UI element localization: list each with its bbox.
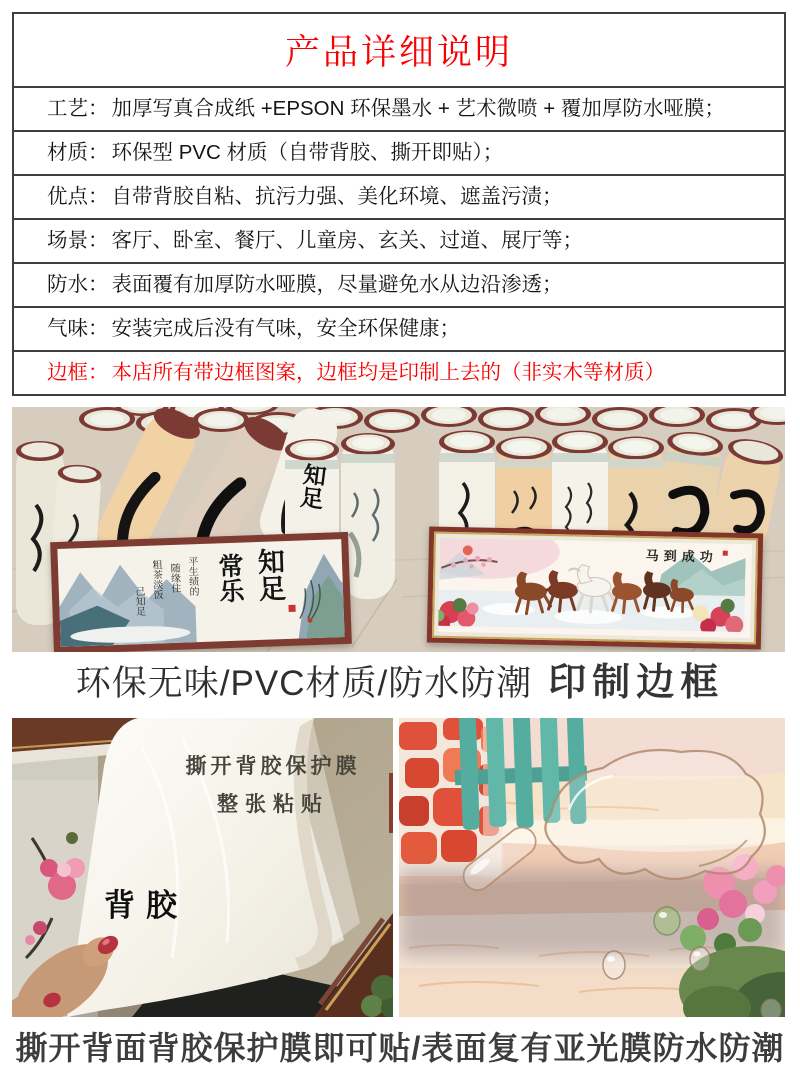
spec-row-craft <box>14 88 784 132</box>
spec-table <box>12 12 786 396</box>
caption-instructions <box>0 1022 800 1074</box>
red-seal <box>288 605 295 612</box>
roll-calligraphy-label: 知足 <box>295 461 328 511</box>
caption-material <box>0 654 800 712</box>
spec-row-label: 材质： <box>47 141 109 164</box>
landscape-ink-graphic <box>57 539 344 647</box>
spec-row-scene <box>14 220 784 264</box>
spec-row-label: 工艺： <box>47 97 109 120</box>
spec-row-text: 加厚写真合成纸 +EPSON 环保墨水 + 艺术微喷 + 覆加厚防水哑膜； <box>111 97 725 120</box>
calligraphy-small-col: 随缘住 <box>167 562 180 594</box>
calligraphy-small-col: 平生绩的 <box>185 556 199 597</box>
spec-row-waterproof <box>14 264 784 308</box>
spec-row-advantage <box>14 176 784 220</box>
calligraphy-artwork <box>57 539 344 647</box>
spec-row-smell <box>14 308 784 352</box>
page-title-text: 产品详细说明 <box>284 33 513 72</box>
spec-row-text: 客厅、卧室、餐厅、儿童房、玄关、过道、展厅等； <box>111 229 583 252</box>
product-photo-waterproof-test <box>399 718 785 1017</box>
spec-row-border <box>14 352 784 394</box>
product-photo-peel-backing <box>12 718 393 1017</box>
caption-material-text: 环保无味/PVC材质/防水防潮 <box>75 664 533 703</box>
spec-row-label: 场景： <box>47 229 109 252</box>
horses-artwork <box>438 538 752 639</box>
calligraphy-main-left: 常乐 <box>214 552 246 604</box>
calligraphy-small-col: 粗茶淡饭 <box>149 559 163 600</box>
peel-note-line1: 撕开背胶保护膜 <box>185 755 361 778</box>
spec-row-text: 安装完成后没有气味，安全环保健康； <box>111 317 460 340</box>
page-title <box>14 14 784 88</box>
caption-instructions-text: 撕开背面背胶保护膜即可贴/表面复有亚光膜防水防潮 <box>15 1030 785 1066</box>
framed-print-horses <box>427 527 763 650</box>
peel-instruction-note <box>162 750 384 818</box>
spec-row-material <box>14 132 784 176</box>
spec-row-text: 表面覆有加厚防水哑膜，尽量避免水从边沿渗透； <box>111 273 563 296</box>
caption-printed-border-text: 印制边框 <box>548 662 725 704</box>
spec-row-text: 自带背胶自粘、抗污力强、美化环境、遮盖污渍； <box>111 185 563 208</box>
calligraphy-small-col: 己知足 <box>132 585 145 617</box>
product-photo-rolls-and-frames <box>12 407 785 652</box>
spec-row-label: 防水： <box>47 273 109 296</box>
peel-note-line2: 整张粘贴 <box>217 793 329 816</box>
spec-row-text: 本店所有带边框图案，边框均是印制上去的（非实木等材质） <box>111 361 665 384</box>
horses-title-calligraphy: 马到成功 <box>645 549 718 566</box>
red-seal <box>723 551 728 556</box>
spec-row-label: 边框： <box>47 361 109 384</box>
adhesive-backing-label: 背胶 <box>104 888 188 923</box>
framed-print-calligraphy <box>50 532 352 652</box>
calligraphy-main-right: 知足 <box>252 547 286 603</box>
gold-trim <box>432 532 758 645</box>
spec-row-label: 气味： <box>47 317 109 340</box>
spec-row-label: 优点： <box>47 185 109 208</box>
spec-row-text: 环保型 PVC 材质（自带背胶、撕开即贴）； <box>111 141 504 164</box>
water-scene-graphic <box>399 718 785 1017</box>
